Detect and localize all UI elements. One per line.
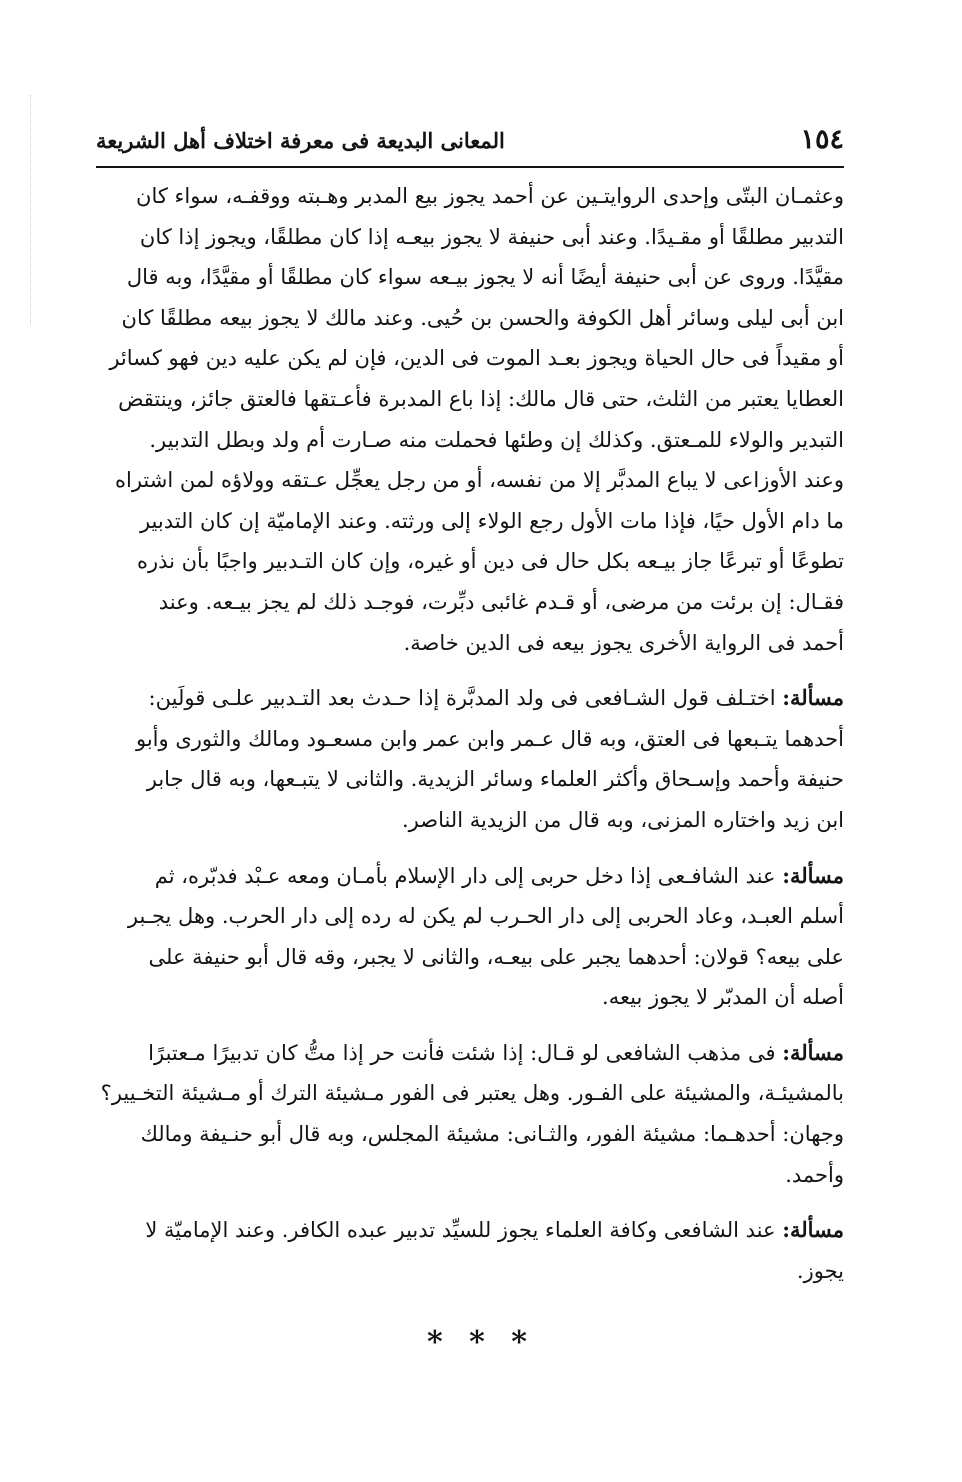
page-header xyxy=(96,120,844,164)
page-number: ١٥٤ xyxy=(800,124,844,155)
header-divider xyxy=(96,166,844,168)
paragraph-text: فى مذهب الشافعى لو قـال: إذا شئت فأنت حر إذا متُّ كان تدبيرًا مـعتبرًا بالمشيئـة، والمشيئة على الفـور. وهل يعتبر فى الفور مـشيئة الترك أو مـشيئة التخـيير؟ وجهان: أحدهـما: مشيئة الفور، والثـانى: مشيئة المجلس، وبه قال أبو حنـيفة ومالك وأحمد. xyxy=(100,1040,844,1187)
paragraph-text: عند الشافـعى إذا دخل حربى إلى دار الإسلام بأمـان ومعه عـبْد فدبّره، ثم أسلم العبـد، وعاد الحربى إلى دار الحـرب لم يكن له رده إلى دار الحرب. وهل يجـبر على بيعه؟ قولان: أحدهما يجبر على بيعـه، والثانى لا يجبر، وقه قال أبو حنيفة على أصله أن المدبّر لا يجوز بيعه. xyxy=(127,863,844,1010)
masala-label: مسألة: xyxy=(782,1039,844,1065)
paragraph-text: وعثمـان البتّى وإحدى الروايتـين عن أحمد يجوز بيع المدبر وهـبته ووقفـه، سواء كان التدبير مطلقًا أو مقـيدًا. وعند أبى حنيفة لا يجوز بيعـه إذا كان مطلقًا، ويجوز إذا كان مقيَّدًا. وروى عن أبى حنيفة أيضًا أنه لا يجوز بيـعه سواء كان مطلقًا أو مقيَّدًا، وبه قال ابن أبى ليلى وسائر أهل الكوفة والحسن بن حُيى. وعند مالك لا يجوز بيعه مطلقًا كان أو مقيداً فى حال الحياة ويجوز بعـد الموت فى الدين، فإن لم يكن عليه دين فهو كسائر العطايا يعتبر من الثلث، حتى قال مالك: إذا باع المدبرة فأعـتقها فالعتق جائز، وينتقض التبدير والولاء للمـعتق. وكذلك إن وطئها فحملت منه صـارت أم ولد وبطل التدبير. وعند الأوزاعى لا يباع المدبَّر إلا من نفسه، أو من رجل يعجِّل عـتقه وولاؤه لمن اشتراه ما دام الأول حيًا، فإذا مات الأول رجع الولاء إلى ورثته. وعند الإماميّة إن كان التدبير تطوعًا أو تبرعًا جاز بيـعه بكل حال فى دين أو غيره، وإن كان التـدبير واجبًا بأن نذره فقـال: إن برئت من مرضى، أو قـدم غائبى دبِّرت، فوجـد ذلك لم يجز بيـعه. وعند أحمد فى الرواية الأخرى يجوز بيعه فى الدين خاصة. xyxy=(109,184,844,655)
paragraph-masala-1 xyxy=(96,678,844,840)
masala-label: مسألة: xyxy=(782,862,844,888)
paragraph-masala-2 xyxy=(96,856,844,1018)
paragraph-text: عند الشافعى وكافة العلماء يجوز للسيِّد تدبير عبده الكافر. وعند الإماميّة لا يجوز. xyxy=(145,1218,844,1283)
paragraph-intro xyxy=(96,176,844,663)
running-title: المعانى البديعة فى معرفة اختلاف أهل الشريعة xyxy=(96,128,505,153)
masala-label: مسألة: xyxy=(782,685,844,711)
paragraph-masala-3 xyxy=(96,1033,844,1195)
masala-label: مسألة: xyxy=(782,1217,844,1243)
paragraph-text: اختـلف قول الشـافعى فى ولد المدبَّرة إذا حـدث بعد التـدبير علـى قولَين: أحدهما يتـبعها فى العتق، وبه قال عـمر وابن عمر وابن مسعـود ومالك والثورى وأبو حنيفة وأحمد وإسـحاق وأكثر العلماء وسائر الزيدية. والثانى لا يتبـعها، وبه قال جابر ابن زيد واختاره المزنى، وبه قال من الزيدية الناصر. xyxy=(135,686,844,832)
main-text xyxy=(96,176,844,1291)
paragraph-masala-4 xyxy=(96,1210,844,1291)
section-end-asterisks: * * * xyxy=(427,1325,535,1360)
margin-dots xyxy=(30,95,32,325)
